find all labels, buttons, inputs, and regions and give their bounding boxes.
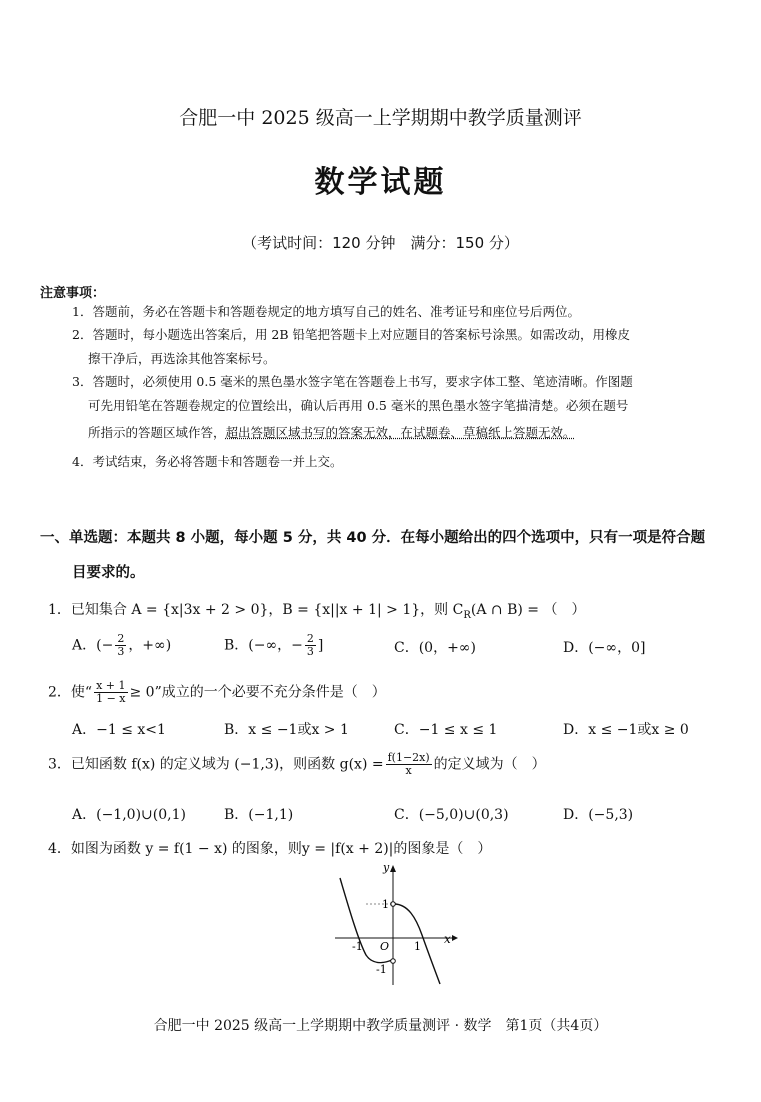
q1-a-den: 3 [117, 645, 125, 658]
note-3-line-2: 可先用铅笔在答题卷规定的位置绘出，确认后再用 0.5 毫米的黑色墨水签字笔描清楚。必须在题号 [88, 398, 629, 413]
q3-post: 的定义域为（ ） [433, 756, 546, 773]
y-tick-1: 1 [382, 898, 389, 911]
q1-a-post: ，+∞) [128, 637, 172, 654]
q3-num: f(1−2x) [387, 751, 430, 764]
q1-a-num: 2 [117, 632, 125, 645]
note-1: 1．答题前，务必在答题卡和答题卷规定的地方填写自己的姓名、准考证号和座位号后两位。 [72, 304, 580, 319]
question-1-stem [48, 599, 585, 621]
q2-pre: 2．使“ [48, 684, 93, 701]
question-3-stem [48, 752, 546, 777]
q3-option-c: C．(−5,0)∪(0,3) [394, 807, 509, 823]
q2-num: x + 1 [96, 679, 126, 692]
exam-subtitle: 合肥一中 2025 级高一上学期期中教学质量测评 [179, 107, 582, 129]
q1-b-fraction [305, 633, 316, 658]
y-tick-neg1: -1 [376, 963, 387, 976]
q1-stem-end: (A ∩ B) = （ ） [470, 602, 586, 618]
q3-fraction [386, 752, 432, 777]
notes-heading: 注意事项： [40, 286, 106, 301]
q3-option-a: A．(−1,0)∪(0,1) [72, 807, 186, 823]
q1-b-pre: B．(−∞，− [224, 637, 303, 654]
q2-option-d: D．x ≤ −1或x ≥ 0 [563, 722, 689, 738]
open-point-bottom [391, 959, 396, 964]
q2-option-c: C．−1 ≤ x ≤ 1 [394, 722, 498, 738]
q3-den: x [405, 764, 412, 777]
q1-stem-text: 1．已知集合 A = {x|3x + 2 > 0}，B = {x||x + 1| > 1}，则 C [48, 602, 464, 618]
note-2-line-1: 2．答题时，每小题选出答案后，用 2B 铅笔把答题卡上对应题目的答案标号涂黑。如需改动，用橡皮 [72, 327, 631, 342]
q1-option-d: D．(−∞，0] [563, 640, 646, 656]
origin-label: O [380, 940, 390, 953]
exam-title: 数学试题 [314, 165, 447, 200]
q3-option-b: B．(−1,1) [224, 807, 294, 823]
note-3-emphasis: 超出答题区域书写的答案无效，在试题卷、草稿纸上答题无效。 [225, 425, 576, 440]
x-tick-neg1: -1 [352, 940, 363, 953]
q3-option-d: D．(−5,3) [563, 807, 634, 823]
q1-option-c: C．(0，+∞) [394, 640, 476, 656]
page-footer: 合肥一中 2025 级高一上学期期中教学质量测评 · 数学 第1页（共4页） [153, 1018, 608, 1034]
y-axis-label: y [383, 861, 390, 874]
section-heading: 一、单选题：本题共 8 小题，每小题 5 分，共 40 分．在每小题给出的四个选项中，只有一项是符合题 [40, 530, 706, 546]
question-2-stem [48, 680, 386, 705]
q2-post: ≥ 0”成立的一个必要不充分条件是（ ） [129, 684, 386, 701]
q3-pre: 3．已知函数 f(x) 的定义域为 (−1,3)，则函数 g(x) = [48, 756, 384, 773]
x-axis-arrow-icon [452, 935, 458, 941]
q1-b-num: 2 [306, 632, 314, 645]
note-3-line-3 [88, 423, 576, 441]
q1-b-post: ] [317, 637, 324, 654]
note-3-text: 所指示的答题区域作答， [88, 425, 226, 440]
q2-den: 1 − x [96, 692, 126, 705]
y-axis-arrow-icon [390, 865, 396, 872]
q1-b-den: 3 [306, 645, 314, 658]
function-graph [330, 860, 460, 990]
note-4: 4．考试结束，务必将答题卡和答题卷一并上交。 [72, 454, 343, 469]
note-2-line-2: 擦干净后，再选涂其他答案标号。 [88, 351, 276, 366]
q1-option-b [224, 633, 323, 658]
q2-option-a: A．−1 ≤ x<1 [72, 722, 166, 738]
q2-option-b: B．x ≤ −1或x > 1 [224, 722, 349, 738]
question-4-stem: 4．如图为函数 y = f(1 − x) 的图象，则y = |f(x + 2)|的图象是（ ） [48, 841, 492, 857]
x-tick-1: 1 [414, 940, 421, 953]
x-axis-label: x [444, 932, 451, 946]
q2-fraction [94, 680, 127, 705]
exam-meta: （考试时间：120 分钟 满分：150 分） [242, 234, 519, 252]
q1-a-fraction [115, 633, 126, 658]
q1-a-pre: A．(− [72, 637, 114, 654]
section-heading-cont: 目要求的。 [72, 565, 145, 581]
q1-subscript: R [463, 609, 471, 621]
note-3-line-1: 3．答题时，必须使用 0.5 毫米的黑色墨水签字笔在答题卷上书写，要求字体工整、笔迹清晰。作图题 [72, 374, 633, 389]
q1-option-a [72, 633, 171, 658]
